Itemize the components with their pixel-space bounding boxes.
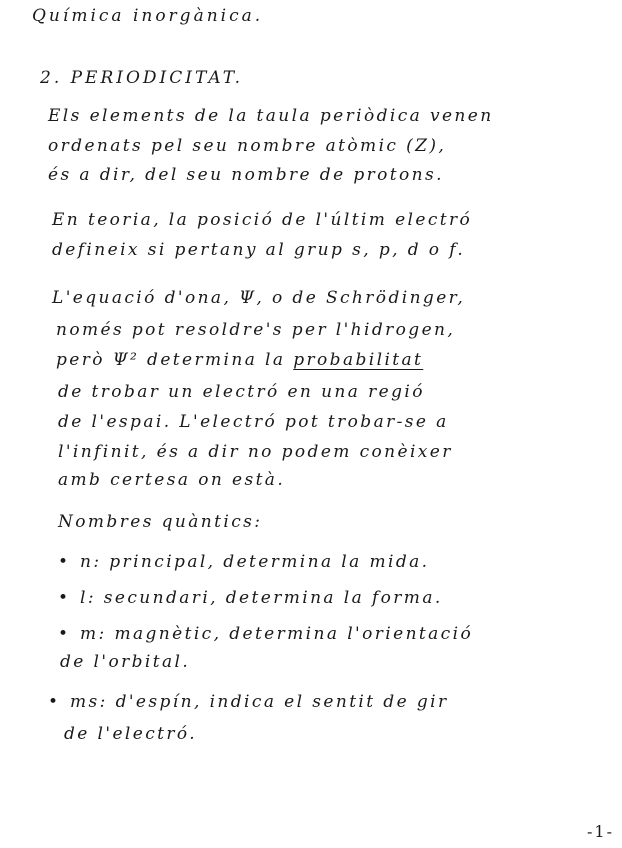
section-title: 2. PERIODICITAT. xyxy=(40,68,243,88)
list-item xyxy=(58,552,429,572)
paragraph-line: Els elements de la taula periòdica venen xyxy=(48,106,494,126)
bullet-icon: • xyxy=(58,588,71,608)
list-item xyxy=(48,692,449,712)
paragraph-line: defineix si pertany al grup s, p, d o f. xyxy=(52,240,466,260)
paragraph-line: ordenats pel seu nombre atòmic (Z), xyxy=(48,136,447,156)
paragraph-line xyxy=(56,350,423,370)
paragraph-line: amb certesa on està. xyxy=(58,470,286,490)
paragraph-line: En teoria, la posició de l'últim electró xyxy=(52,210,473,230)
list-item-text: m: magnètic, determina l'orientació xyxy=(80,624,474,644)
list-item xyxy=(58,624,473,644)
quantum-numbers-heading: Nombres quàntics: xyxy=(58,512,263,532)
line-text: però Ψ² determina la xyxy=(56,350,286,370)
paragraph-line: L'equació d'ona, Ψ, o de Schrödinger, xyxy=(52,288,466,308)
bullet-icon: • xyxy=(58,624,71,644)
paragraph-line: de l'espai. L'electró pot trobar-se a xyxy=(58,412,449,432)
list-item-continuation: de l'electró. xyxy=(64,724,198,744)
page-number: -1- xyxy=(587,822,614,841)
paragraph-line: l'infinit, és a dir no podem conèixer xyxy=(58,442,453,462)
paragraph-line: de trobar un electró en una regió xyxy=(58,382,425,402)
underlined-word-probability: probabilitat xyxy=(293,350,424,370)
list-item-text: l: secundari, determina la forma. xyxy=(80,588,443,608)
bullet-icon: • xyxy=(58,552,71,572)
subject-heading: Química inorgànica. xyxy=(32,6,264,26)
list-item-continuation: de l'orbital. xyxy=(60,652,191,672)
list-item-text: n: principal, determina la mida. xyxy=(80,552,430,572)
paragraph-line: només pot resoldre's per l'hidrogen, xyxy=(56,320,456,340)
bullet-icon: • xyxy=(48,692,61,712)
list-item-text: ms: d'espín, indica el sentit de gir xyxy=(70,692,449,712)
paragraph-line: és a dir, del seu nombre de protons. xyxy=(48,165,444,185)
list-item xyxy=(58,588,443,608)
